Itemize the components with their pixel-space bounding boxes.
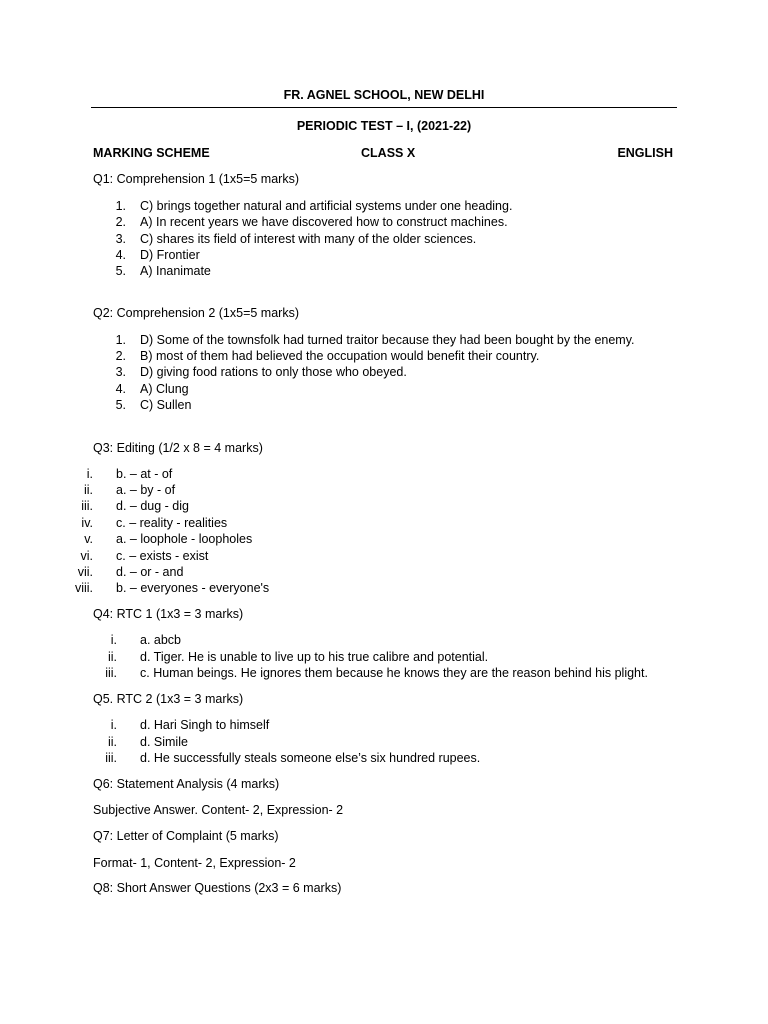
q3-title: Q3: Editing (1/2 x 8 = 4 marks) <box>93 441 263 455</box>
class-label: CLASS X <box>361 146 416 160</box>
q4-title: Q4: RTC 1 (1x3 = 3 marks) <box>93 607 244 621</box>
test-title: PERIODIC TEST – I, (2021-22) <box>296 119 472 133</box>
q7-note: Format- 1, Content- 2, Expression- 2 <box>93 856 296 870</box>
scheme-label: MARKING SCHEME <box>93 146 210 160</box>
q2-title: Q2: Comprehension 2 (1x5=5 marks) <box>93 306 299 320</box>
q1-title: Q1: Comprehension 1 (1x5=5 marks) <box>93 172 299 186</box>
subject-label: ENGLISH <box>617 146 673 160</box>
q7-title: Q7: Letter of Complaint (5 marks) <box>93 829 279 843</box>
q6-title: Q6: Statement Analysis (4 marks) <box>93 777 280 791</box>
marking-scheme-page: FR. AGNEL SCHOOL, NEW DELHI PERIODIC TEST – I, (2021-22) MARKING SCHEME CLASS X ENGLISH Q1: Comprehension 1 (1x5=5 marks) 1. C) brings together natural and artificial systems under one heading. 2. A) In recent years we have discovered how to construct machines. 3. C) shares its field of interest with many of the older sciences. 4. D) Frontier 5. A) Inanimate Q2: Comprehension 2 (1x5=5 marks) 1. D) Some of the townsfolk had turned traitor because they had been bought by the enemy. 2. B) most of them had believed the occupation would benefit their country. 3. D) giving food rations to only those who obeyed. 4. A) Clung 5. C) Sullen Q3: Editing (1/2 x 8 = 4 marks) i. b. – at - of ii. a. – by - of iii. d. – dug - dig iv. c. – reality - realities v. a. – loophole - loopholes vi. c. – exists - exist vii. d. – or - and viii. b. – everyones - everyone's Q4: RTC 1 (1x3 = 3 marks) i. a. abcb ii. d. Tiger. He is unable to live up to his true calibre and potential. iii. c. Human beings. He ignores them because he knows they are the reason behind his plight. Q5. RTC 2 (1x3 = 3 marks) i. d. Hari Singh to himself ii. d. Simile iii. d. He successfully steals someone else’s six hundred rupees. Q6: Statement Analysis (4 marks) Subjective Answer. Content- 2, Expression- 2 Q7: Letter of Complaint (5 marks) Format- 1, Content- 2, Expression- 2 Q8: Short Answer Questions (2x3 = 6 marks) <box>0 0 768 1024</box>
header-rule <box>91 107 677 108</box>
q6-note: Subjective Answer. Content- 2, Expression- 2 <box>93 803 344 817</box>
q8-title: Q8: Short Answer Questions (2x3 = 6 marks) <box>93 881 342 895</box>
school-name: FR. AGNEL SCHOOL, NEW DELHI <box>283 88 485 102</box>
q5-title: Q5. RTC 2 (1x3 = 3 marks) <box>93 692 244 706</box>
